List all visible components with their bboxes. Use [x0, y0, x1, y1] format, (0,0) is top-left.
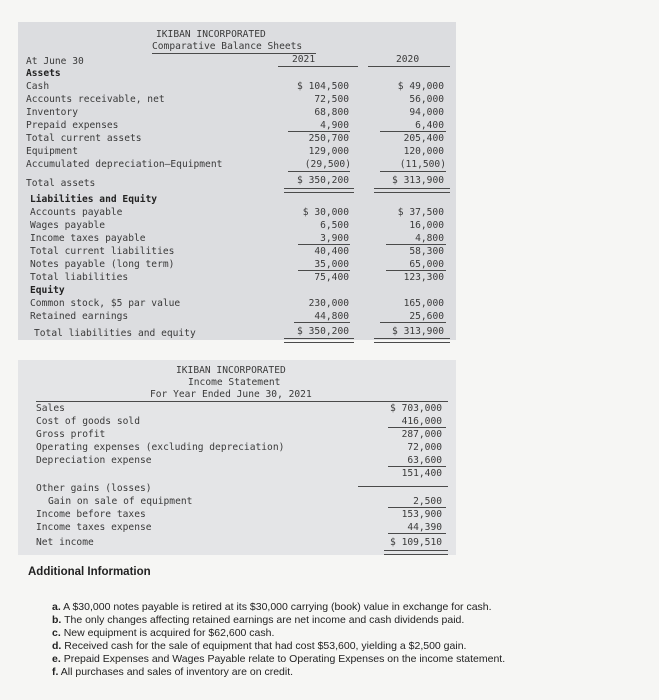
- is-row-label: Cost of goods sold: [36, 416, 140, 427]
- row-v2021: $ 104,500: [297, 81, 349, 92]
- row-label: Prepaid expenses: [26, 120, 119, 131]
- row-v2020: 6,400: [415, 120, 444, 131]
- is-section-rule: [358, 486, 448, 487]
- row-v2020: $ 49,000: [397, 81, 444, 92]
- row-label: Inventory: [26, 107, 78, 118]
- row-v2021: 4,900: [320, 120, 349, 131]
- row-v2021: 3,900: [320, 233, 349, 244]
- is-row-value: 151,400: [401, 468, 442, 479]
- is-period: For Year Ended June 30, 2021: [150, 389, 312, 400]
- row-v2020: 65,000: [409, 259, 444, 270]
- note-a: a. A $30,000 notes payable is retired at its $30,000 carrying (book) value in exchange for cash.: [52, 601, 492, 613]
- equity-heading: Equity: [30, 285, 65, 296]
- row-label: Notes payable (long term): [30, 259, 175, 270]
- is-row-label: Income taxes expense: [36, 522, 152, 533]
- bs-year2-rule: [368, 66, 450, 67]
- row-label: Retained earnings: [30, 311, 129, 322]
- row-v2020: 205,400: [403, 133, 444, 144]
- total-double-rule: [284, 188, 354, 193]
- row-v2020: 58,300: [409, 246, 444, 257]
- bs-company: IKIBAN INCORPORATED: [156, 29, 266, 40]
- bs-year1: 2021: [292, 54, 316, 65]
- row-label: Accounts receivable, net: [26, 94, 165, 105]
- is-row-value: 416,000: [401, 416, 442, 427]
- row-label: Wages payable: [30, 220, 106, 231]
- row-v2020: 4,800: [415, 233, 444, 244]
- is-row-value: 287,000: [401, 429, 442, 440]
- row-v2021: 6,500: [320, 220, 349, 231]
- is-row-label: Gain on sale of equipment: [48, 496, 193, 507]
- note-d: d. Received cash for the sale of equipment that had cost $53,600, yielding a $2,500 gain.: [52, 640, 467, 652]
- row-v2021: 230,000: [308, 298, 349, 309]
- is-company: IKIBAN INCORPORATED: [176, 365, 286, 376]
- additional-heading: Additional Information: [28, 566, 151, 578]
- row-label: Equipment: [26, 146, 78, 157]
- is-row-label: Operating expenses (excluding depreciation): [36, 442, 285, 453]
- row-v2020: 16,000: [409, 220, 444, 231]
- row-v2020: $ 313,900: [392, 326, 444, 337]
- row-v2021: $ 30,000: [302, 207, 349, 218]
- is-total-double-rule: [384, 550, 448, 555]
- row-v2020: $ 313,900: [392, 175, 444, 186]
- total-double-rule: [374, 338, 450, 343]
- note-b: b. The only changes affecting retained earnings are net income and cash dividends paid.: [52, 614, 465, 626]
- is-title: Income Statement: [188, 377, 281, 388]
- is-row-label: Income before taxes: [36, 509, 146, 520]
- is-row-label: Gross profit: [36, 429, 106, 440]
- bs-year2: 2020: [396, 54, 420, 65]
- row-v2020: $ 37,500: [397, 207, 444, 218]
- row-v2020: 120,000: [403, 146, 444, 157]
- row-v2021: 129,000: [308, 146, 349, 157]
- bs-year1-rule: [278, 66, 358, 67]
- row-v2020: 94,000: [409, 107, 444, 118]
- note-f: f. All purchases and sales of inventory are on credit.: [52, 666, 294, 678]
- row-label: Accumulated depreciation—Equipment: [26, 159, 223, 170]
- row-label: Total current liabilities: [30, 246, 175, 257]
- subtotal-rule: [380, 171, 446, 172]
- row-v2020: 25,600: [409, 311, 444, 322]
- bs-at-label: At June 30: [26, 56, 84, 67]
- subtotal-rule: [380, 322, 446, 323]
- is-row-value: 44,390: [407, 522, 442, 533]
- balance-sheet: [18, 22, 456, 340]
- is-row-value: 72,000: [407, 442, 442, 453]
- is-subtotal-rule: [388, 533, 446, 534]
- row-label: Cash: [26, 81, 50, 92]
- row-label: Total assets: [26, 178, 96, 189]
- row-v2020: 123,300: [403, 272, 444, 283]
- note-c: c. New equipment is acquired for $62,600 cash.: [52, 627, 275, 639]
- row-v2021: 68,800: [314, 107, 349, 118]
- row-v2021: (29,500): [304, 159, 351, 170]
- assets-heading: Assets: [26, 68, 61, 79]
- row-v2021: 250,700: [308, 133, 349, 144]
- row-v2020: 56,000: [409, 94, 444, 105]
- total-double-rule: [374, 188, 450, 193]
- is-row-value: $ 703,000: [390, 403, 442, 414]
- row-label: Total liabilities and equity: [34, 328, 196, 339]
- row-v2020: (11,500): [399, 159, 446, 170]
- row-v2021: 72,500: [314, 94, 349, 105]
- row-label: Accounts payable: [30, 207, 123, 218]
- is-row-value: 63,600: [407, 455, 442, 466]
- is-row-label: Other gains (losses): [36, 483, 152, 494]
- is-row-value: $ 109,510: [390, 537, 442, 548]
- income-statement: [18, 360, 456, 555]
- row-v2021: $ 350,200: [297, 175, 349, 186]
- total-double-rule: [284, 338, 354, 343]
- row-v2020: 165,000: [403, 298, 444, 309]
- is-row-value: 2,500: [413, 496, 442, 507]
- is-row-label: Sales: [36, 403, 65, 414]
- bs-title: Comparative Balance Sheets: [152, 41, 303, 52]
- row-v2021: 35,000: [314, 259, 349, 270]
- subtotal-rule: [288, 171, 350, 172]
- row-v2021: 44,800: [314, 311, 349, 322]
- row-label: Total liabilities: [30, 272, 129, 283]
- row-v2021: 40,400: [314, 246, 349, 257]
- subtotal-rule: [294, 322, 350, 323]
- row-label: Common stock, $5 par value: [30, 298, 181, 309]
- is-header-rule: [36, 401, 448, 402]
- liab-heading: Liabilities and Equity: [30, 194, 158, 205]
- row-label: Income taxes payable: [30, 233, 146, 244]
- is-row-label: Depreciation expense: [36, 455, 152, 466]
- row-label: Total current assets: [26, 133, 142, 144]
- row-v2021: 75,400: [314, 272, 349, 283]
- row-v2021: $ 350,200: [297, 326, 349, 337]
- is-row-label: Net income: [36, 537, 94, 548]
- is-row-value: 153,900: [401, 509, 442, 520]
- note-e: e. Prepaid Expenses and Wages Payable relate to Operating Expenses on the income statement.: [52, 653, 506, 665]
